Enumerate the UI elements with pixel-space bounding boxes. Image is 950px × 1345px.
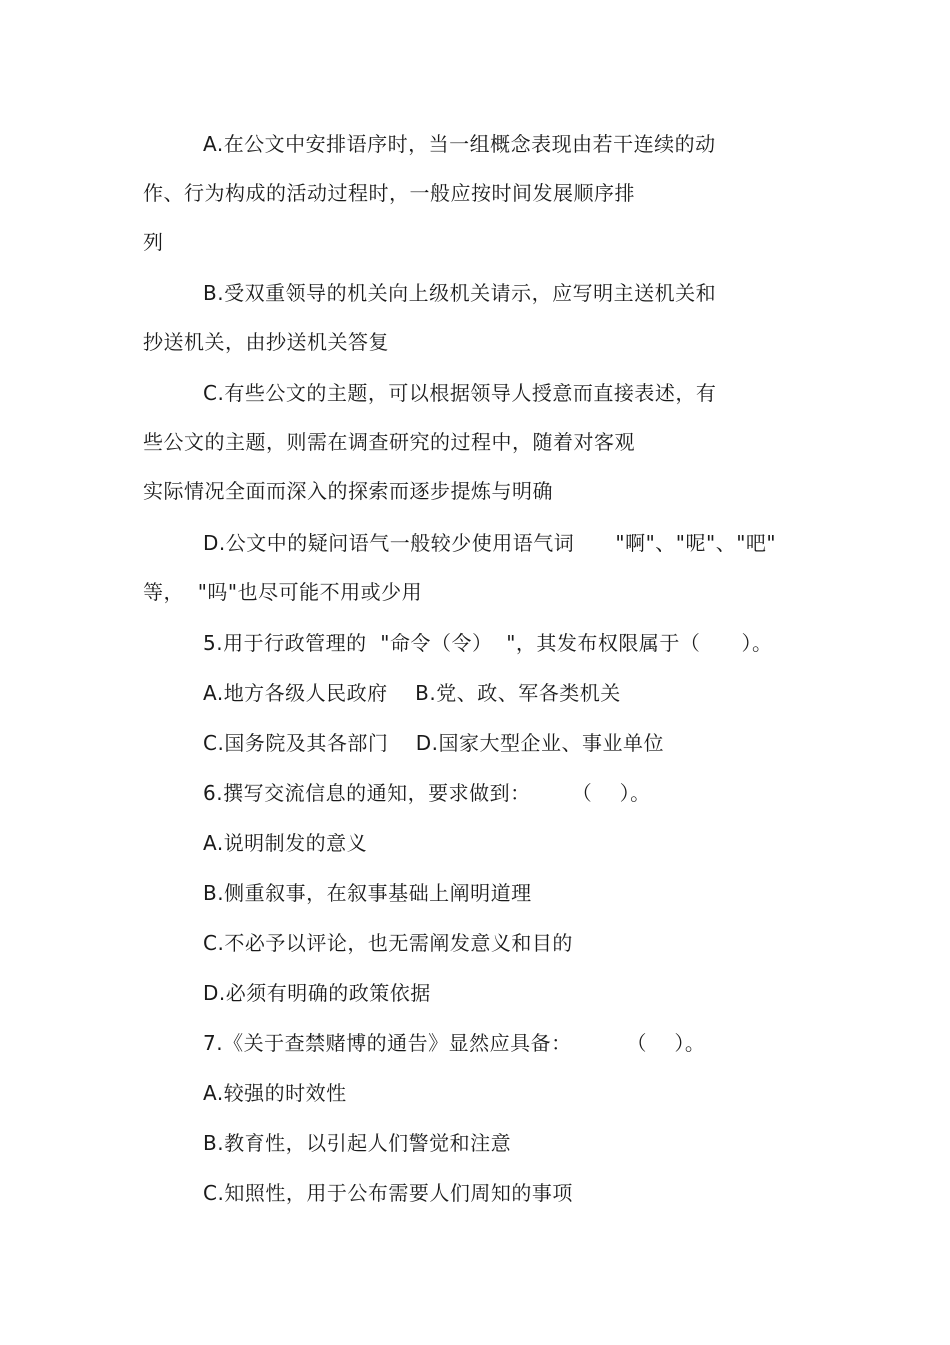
question6-option-c: C.不必予以评论，也无需阐发意义和目的 <box>203 931 573 955</box>
question5-stem: 5.用于行政管理的 "命令（令） "，其发布权限属于（ ）。 <box>203 631 773 655</box>
question4-option-a-line1: A.在公文中安排语序时，当一组概念表现由若干连续的动 <box>203 132 716 156</box>
question4-option-c-line3: 实际情况全面而深入的探索而逐步提炼与明确 <box>143 479 553 503</box>
question6-option-a: A.说明制发的意义 <box>203 831 368 855</box>
question4-option-d-line1: D.公文中的疑问语气一般较少使用语气词 "啊"、"呢"、"吧" <box>203 531 777 555</box>
question4-option-b-line2: 抄送机关，由抄送机关答复 <box>143 330 389 354</box>
question6-stem: 6.撰写交流信息的通知，要求做到： （ ）。 <box>203 781 651 805</box>
question4-option-d-line2: 等， "吗"也尽可能不用或少用 <box>143 580 423 604</box>
question7-option-b: B.教育性，以引起人们警觉和注意 <box>203 1131 512 1155</box>
question6-option-b: B.侧重叙事，在叙事基础上阐明道理 <box>203 881 532 905</box>
question5-options-ab: A.地方各级人民政府 B.党、政、军各类机关 <box>203 681 621 705</box>
question6-option-d: D.必须有明确的政策依据 <box>203 981 431 1005</box>
question7-option-c: C.知照性，用于公布需要人们周知的事项 <box>203 1181 573 1205</box>
question4-option-c-line1: C.有些公文的主题，可以根据领导人授意而直接表述，有 <box>203 381 717 405</box>
question7-stem: 7.《关于查禁赌博的通告》显然应具备： （ ）。 <box>203 1031 706 1055</box>
question7-option-a: A.较强的时效性 <box>203 1081 347 1105</box>
question4-option-c-line2: 些公文的主题，则需在调查研究的过程中，随着对客观 <box>143 430 635 454</box>
question5-options-cd: C.国务院及其各部门 D.国家大型企业、事业单位 <box>203 731 665 755</box>
question4-option-a-line2: 作、行为构成的活动过程时，一般应按时间发展顺序排 <box>143 181 635 205</box>
question4-option-a-line3: 列 <box>143 230 164 254</box>
question4-option-b-line1: B.受双重领导的机关向上级机关请示，应写明主送机关和 <box>203 281 717 305</box>
